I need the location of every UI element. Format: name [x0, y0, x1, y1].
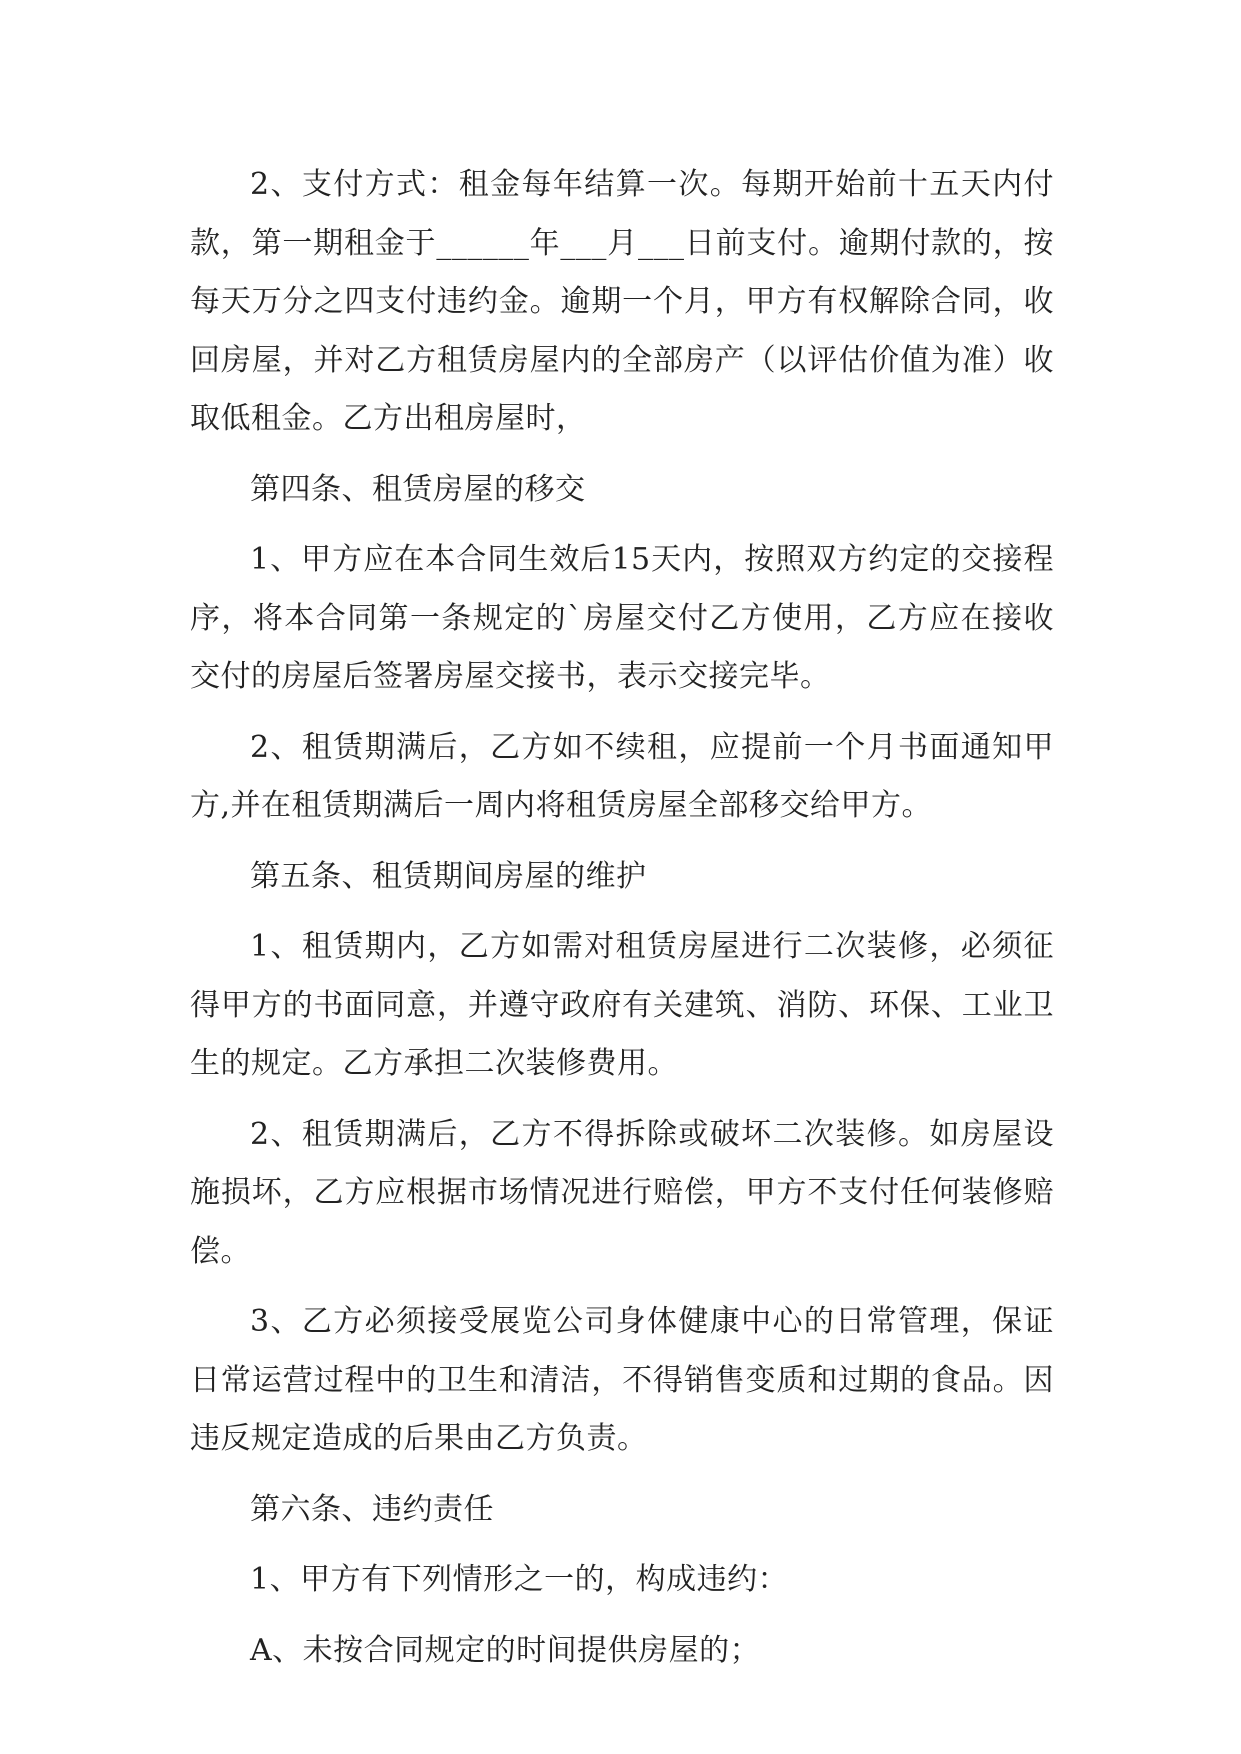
paragraph-breach-1: 1、甲方有下列情形之一的，构成违约： — [250, 1562, 789, 1597]
paragraph-maintenance-2: 2、租赁期满后，乙方不得拆除或破坏二次装修。如房屋设施损坏，乙方应根据市场情况进行赔偿，甲方不支付任何装修赔偿。 — [190, 1116, 1054, 1269]
paragraph-handover-1: 1、甲方应在本合同生效后15天内，按照双方约定的交接程序，将本合同第一条规定的`房屋交付乙方使用，乙方应在接收交付的房屋后签署房屋交接书，表示交接完毕。 — [190, 542, 1054, 694]
heading-article-5: 第五条、租赁期间房屋的维护 — [250, 858, 647, 894]
paragraph-maintenance-1: 1、租赁期内，乙方如需对租赁房屋进行二次装修，必须征得甲方的书面同意，并遵守政府有关建筑、消防、环保、工业卫生的规定。乙方承担二次装修费用。 — [190, 929, 1054, 1081]
document-page — [190, 156, 1054, 1692]
paragraph-breach-item-a: A、未按合同规定的时间提供房屋的； — [250, 1632, 761, 1668]
paragraph-payment-method: 2、支付方式：租金每年结算一次。每期开始前十五天内付款，第一期租金于______年___月___日前支付。逾期付款的，按每天万分之四支付违约金。逾期一个月，甲方有权解除合同，收回房屋，并对乙方租赁房屋内的全部房产（以评估价值为准）收取低租金。乙方出租房屋时， — [190, 167, 1054, 436]
heading-article-4: 第四条、租赁房屋的移交 — [250, 471, 586, 507]
paragraph-handover-2: 2、租赁期满后，乙方如不续租，应提前一个月书面通知甲方,并在租赁期满后一周内将租赁房屋全部移交给甲方。 — [190, 729, 1054, 823]
paragraph-maintenance-3: 3、乙方必须接受展览公司身体健康中心的日常管理，保证日常运营过程中的卫生和清洁，不得销售变质和过期的食品。因违反规定造成的后果由乙方负责。 — [190, 1304, 1054, 1456]
heading-article-6: 第六条、违约责任 — [250, 1491, 494, 1527]
